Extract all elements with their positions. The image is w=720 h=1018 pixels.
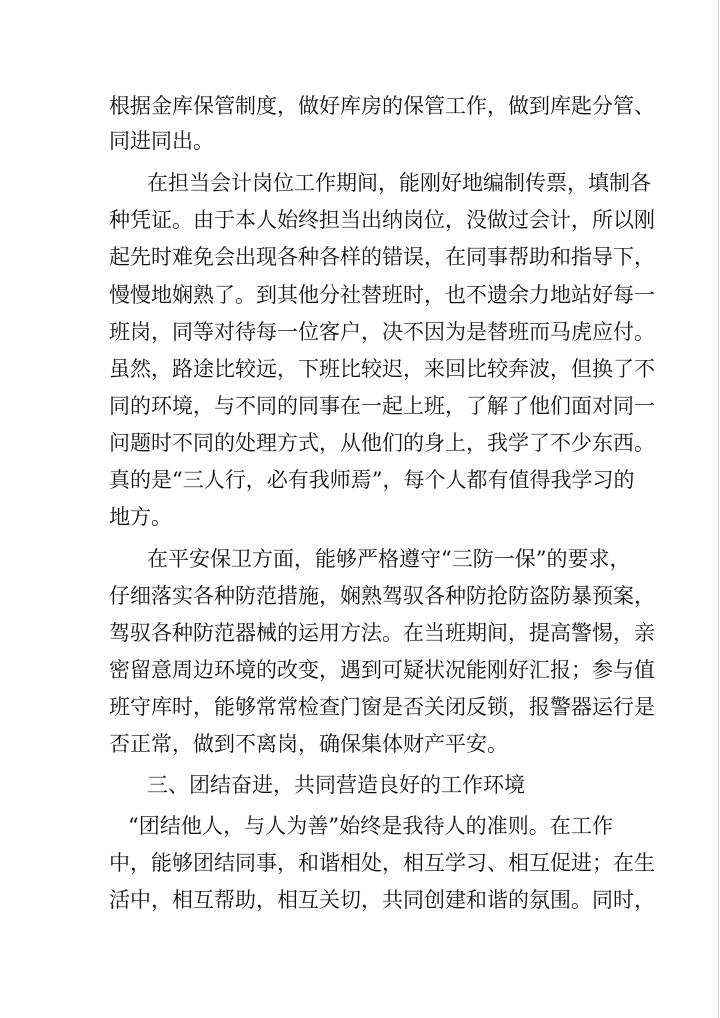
text-line-18-content: 否正常，做到不离岗，确保集体财产平安。 — [109, 732, 508, 756]
text-line-9-content: 同的环境，与不同的同事在一起上班，了解了他们面对同一 — [109, 394, 655, 418]
text-line-6-content: 慢慢地娴熟了。到其他分社替班时，也不遗余力地站好每一 — [109, 283, 655, 307]
text-line-14-content: 仔细落实各种防范措施，娴熟驾驭各种防抢防盗防暴预案， — [109, 584, 655, 608]
text-line-21-content: 中，能够团结同事，和谐相处，相互学习、相互促进；在生 — [109, 851, 655, 875]
text-line-20-content: “团结他人，与人为善”始终是我待人的准则。在工作 — [128, 814, 613, 838]
text-line-11-content: 真的是“三人行，必有我师焉”，每个人都有值得我学习的 — [109, 468, 635, 492]
text-line-22-content: 活中，相互帮助，相互关切，共同创建和谐的氛围。同时， — [109, 888, 655, 912]
text-line-12-content: 地方。 — [109, 505, 172, 529]
text-line-8-content: 虽然，路途比较远，下班比较迟，来回比较奔波，但换了不 — [109, 357, 655, 381]
text-line-4-content: 种凭证。由于本人始终担当出纳岗位，没做过会计，所以刚 — [109, 208, 655, 232]
text-line-5-content: 起先时难免会出现各种各样的错误，在同事帮助和指导下， — [109, 245, 655, 269]
text-line-1-content: 根据金库保管制度，做好库房的保管工作，做到库匙分管、 — [109, 94, 655, 118]
text-line-7-content: 班岗，同等对待每一位客户，决不因为是替班而马虎应付。 — [109, 320, 655, 344]
text-line-15-content: 驾驭各种防范器械的运用方法。在当班期间，提高警惕，亲 — [109, 621, 655, 645]
text-line-13-content: 在平安保卫方面，能够严格遵守“三防一保”的要求， — [147, 547, 631, 571]
text-line-17-content: 班守库时，能够常常检查门窗是否关闭反锁，报警器运行是 — [109, 695, 655, 719]
page-border — [718, 0, 719, 1018]
section-heading: 三、团结奋进，共同营造良好的工作环境 — [147, 773, 525, 797]
text-line-3-content: 在担当会计岗位工作期间，能刚好地编制传票，填制各 — [147, 171, 651, 195]
text-line-16-content: 密留意周边环境的改变，遇到可疑状况能刚好汇报；参与值 — [109, 658, 655, 682]
text-line-10-content: 问题时不同的处理方式，从他们的身上，我学了不少东西。 — [109, 431, 655, 455]
text-line-2-content: 同进同出。 — [109, 129, 214, 153]
